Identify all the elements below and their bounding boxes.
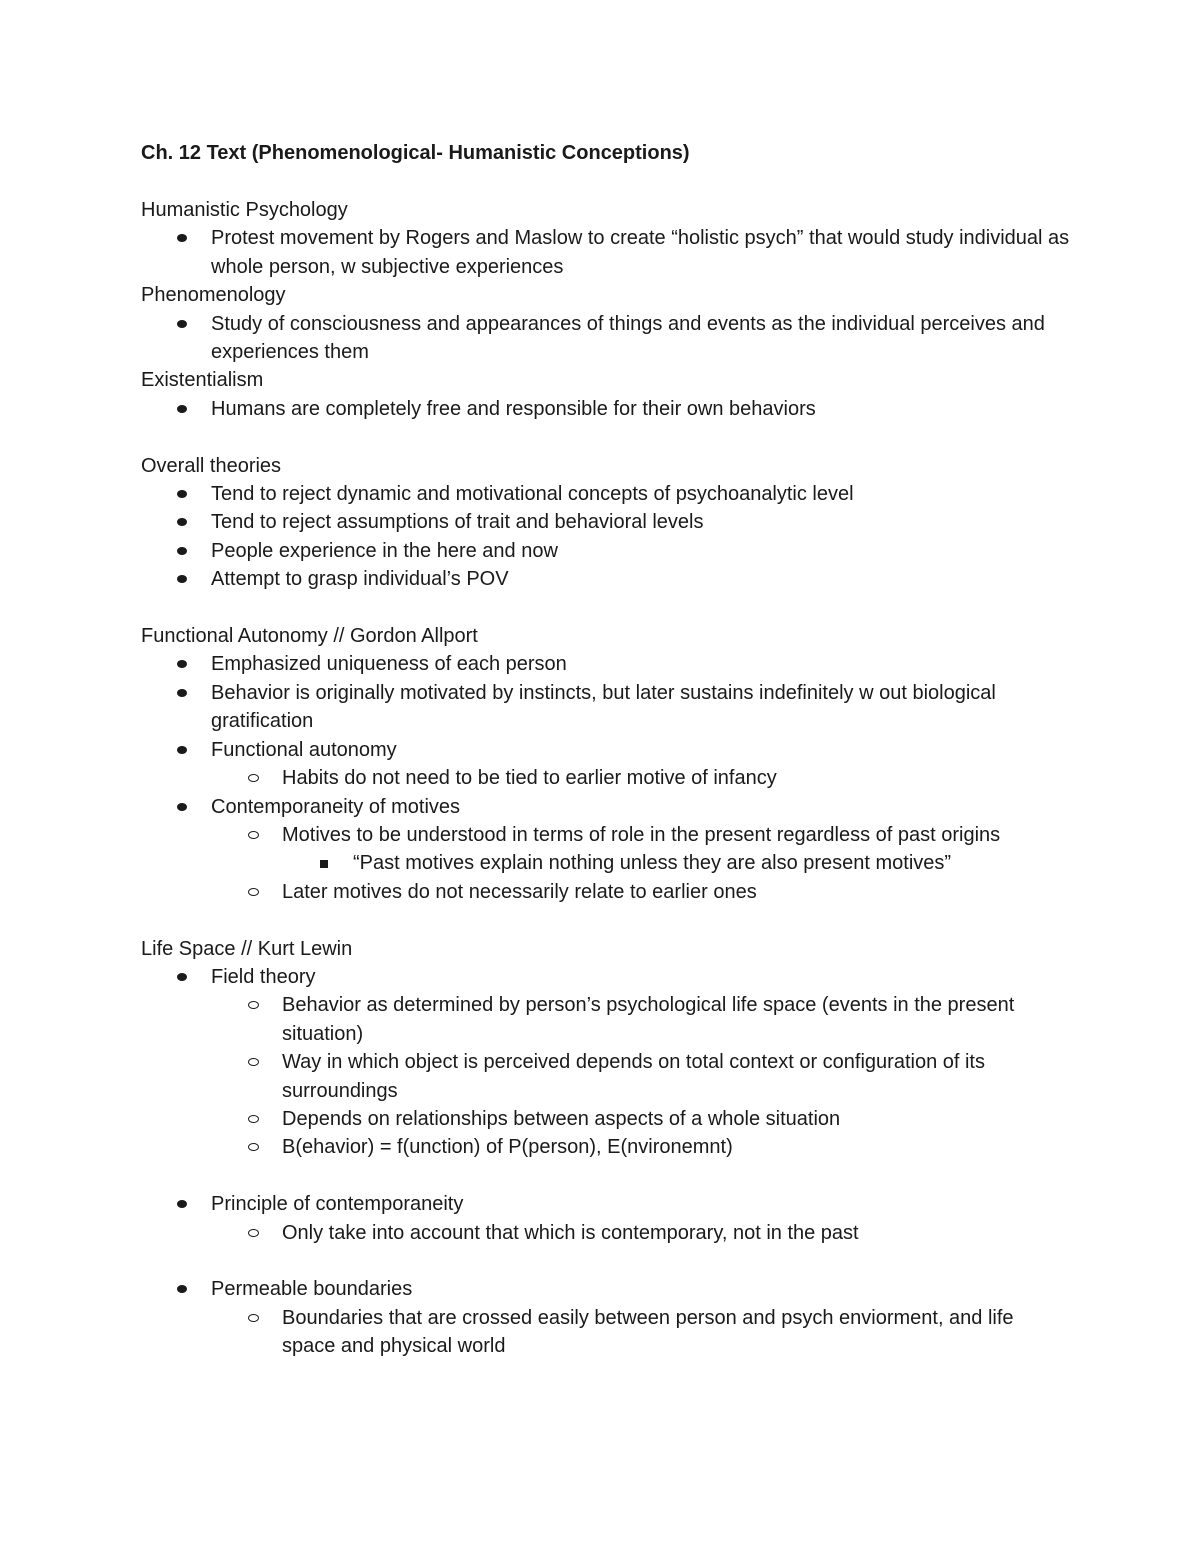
list-item: B(ehavior) = f(unction) of P(person), E(nvironemnt)	[141, 1133, 1071, 1161]
blank-line	[141, 906, 1071, 934]
document-page	[141, 139, 1071, 1361]
hollow-circle-bullet-icon	[248, 1143, 259, 1151]
list-item: Boundaries that are crossed easily between person and psych enviorment, and life space and physical world	[141, 1304, 1071, 1361]
hollow-circle-bullet-icon	[248, 831, 259, 839]
list-item: Habits do not need to be tied to earlier motive of infancy	[141, 764, 1071, 792]
list-item: Humans are completely free and responsible for their own behaviors	[141, 395, 1071, 423]
section-heading-humanistic: Humanistic Psychology	[141, 199, 348, 221]
filled-circle-bullet-icon	[177, 490, 187, 498]
blank-line	[141, 1247, 1071, 1275]
hollow-circle-bullet-icon	[248, 1058, 259, 1066]
document-title: Ch. 12 Text (Phenomenological- Humanistic Conceptions)	[141, 142, 690, 164]
allport-list	[141, 650, 1071, 906]
lewin-list-boundaries	[141, 1275, 1071, 1360]
section-heading-phenomenology: Phenomenology	[141, 284, 286, 307]
section-heading-lewin: Life Space // Kurt Lewin	[141, 937, 353, 960]
list-item: Study of consciousness and appearances of things and events as the individual perceives and experiences them	[141, 310, 1071, 367]
list-item: Tend to reject assumptions of trait and behavioral levels	[141, 508, 1071, 536]
filled-circle-bullet-icon	[177, 405, 187, 413]
list-item: Only take into account that which is contemporary, not in the past	[141, 1219, 1071, 1247]
list-item: Protest movement by Rogers and Maslow to create “holistic psych” that would study individual as whole person, w subjective experiences	[141, 224, 1071, 281]
list-item: Contemporaneity of motives	[141, 793, 1071, 821]
lewin-list-contemporaneity	[141, 1190, 1071, 1247]
hollow-circle-bullet-icon	[248, 888, 259, 896]
filled-circle-bullet-icon	[177, 547, 187, 555]
overall-list	[141, 480, 1071, 594]
filled-circle-bullet-icon	[177, 973, 187, 981]
list-item: Permeable boundaries	[141, 1275, 1071, 1303]
filled-circle-bullet-icon	[177, 1200, 187, 1208]
list-item: Functional autonomy	[141, 736, 1071, 764]
hollow-circle-bullet-icon	[248, 1115, 259, 1123]
hollow-circle-bullet-icon	[248, 1001, 259, 1009]
lewin-list	[141, 963, 1071, 1162]
list-item: Tend to reject dynamic and motivational concepts of psychoanalytic level	[141, 480, 1071, 508]
list-item: Later motives do not necessarily relate to earlier ones	[141, 878, 1071, 906]
blank-line	[141, 1162, 1071, 1190]
filled-circle-bullet-icon	[177, 1285, 187, 1293]
list-item: Principle of contemporaneity	[141, 1190, 1071, 1218]
filled-circle-bullet-icon	[177, 803, 187, 811]
list-item: People experience in the here and now	[141, 537, 1071, 565]
list-item: Motives to be understood in terms of role in the present regardless of past origins	[141, 821, 1071, 849]
phenomenology-list	[141, 310, 1071, 367]
blank-line	[141, 594, 1071, 622]
section-heading-existentialism: Existentialism	[141, 369, 264, 392]
list-item: Way in which object is perceived depends on total context or configuration of its surroundings	[141, 1048, 1071, 1105]
filled-circle-bullet-icon	[177, 320, 187, 328]
hollow-circle-bullet-icon	[248, 1314, 259, 1322]
list-item: Behavior as determined by person’s psychological life space (events in the present situation)	[141, 991, 1071, 1048]
hollow-circle-bullet-icon	[248, 1229, 259, 1237]
list-item: Depends on relationships between aspects of a whole situation	[141, 1105, 1071, 1133]
filled-circle-bullet-icon	[177, 234, 187, 242]
filled-circle-bullet-icon	[177, 746, 187, 754]
blank-line	[141, 423, 1071, 451]
hollow-circle-bullet-icon	[248, 774, 259, 782]
list-item: “Past motives explain nothing unless they are also present motives”	[141, 849, 1071, 877]
list-item: Emphasized uniqueness of each person	[141, 650, 1071, 678]
square-bullet-icon	[320, 860, 328, 868]
filled-circle-bullet-icon	[177, 518, 187, 526]
humanistic-list	[141, 224, 1071, 281]
filled-circle-bullet-icon	[177, 660, 187, 668]
list-item: Field theory	[141, 963, 1071, 991]
existentialism-list	[141, 395, 1071, 423]
section-heading-overall: Overall theories	[141, 454, 282, 477]
list-item: Attempt to grasp individual’s POV	[141, 565, 1071, 593]
filled-circle-bullet-icon	[177, 689, 187, 697]
filled-circle-bullet-icon	[177, 575, 187, 583]
section-heading-allport: Functional Autonomy // Gordon Allport	[141, 625, 478, 648]
list-item: Behavior is originally motivated by instincts, but later sustains indefinitely w out biological gratification	[141, 679, 1071, 736]
